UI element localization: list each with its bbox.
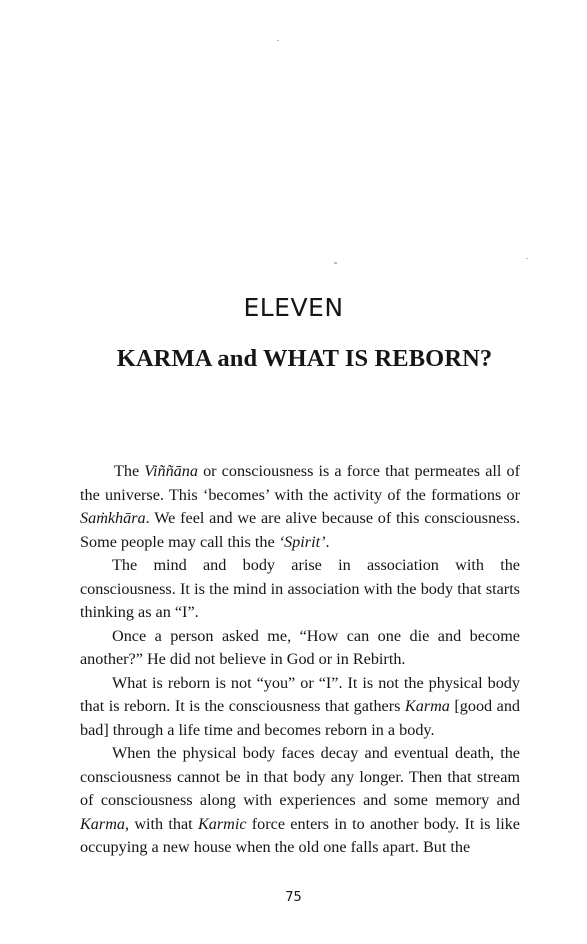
scan-speck: [526, 258, 528, 259]
chapter-number: ELEVEN: [243, 293, 344, 322]
body-paragraph: [80, 672, 520, 743]
scan-speck: [277, 40, 279, 41]
body-paragraph: [80, 460, 520, 554]
body-paragraph: [80, 742, 520, 860]
text-run: What is reborn is not “you” or “I”. It is not the physical body that is reborn. It is the consciousness that gathers: [80, 673, 520, 715]
text-run: , with that: [124, 814, 198, 833]
text-run: [good and bad] through a life time and becomes reborn in a body.: [80, 697, 521, 739]
text-run: Once a person asked me, “How can one die and become another?” He did not believe in God or in Rebirth.: [80, 626, 520, 668]
italic-term: Viññāna: [144, 462, 198, 480]
italic-term: ‘Spirit’: [278, 532, 326, 551]
text-run: or consciousness is a force that permeates all of the universe. This ‘becomes’ with the activity of the formations or: [80, 462, 520, 504]
italic-term: Saṁkhāra: [80, 509, 146, 527]
scan-speck: [334, 262, 337, 264]
text-run: . We feel and we are alive because of this consciousness. Some people may call this the: [80, 509, 520, 551]
italic-term: Karma: [404, 697, 450, 715]
chapter-title: KARMA and WHAT IS REBORN?: [116, 345, 493, 372]
text-run: The mind and body arise in association with the consciousness. It is the mind in association with the body that starts thinking as an “I”.: [80, 556, 520, 621]
text-run: force enters in to another body. It is like occupying a new house when the old one falls apart. But the: [80, 814, 520, 856]
body-paragraph: [80, 625, 520, 672]
text-run: .: [325, 532, 330, 551]
body-paragraph: [80, 554, 520, 625]
italic-term: Karma: [80, 814, 125, 833]
italic-term: Karmic: [197, 814, 247, 833]
text-run: The: [114, 462, 145, 480]
text-run: When the physical body faces decay and eventual death, the consciousness cannot be in that body any longer. Then that stream of consciousness along with experiences and some memory and: [80, 744, 520, 809]
chapter-body: [80, 460, 520, 860]
page-number: 75: [285, 890, 302, 905]
